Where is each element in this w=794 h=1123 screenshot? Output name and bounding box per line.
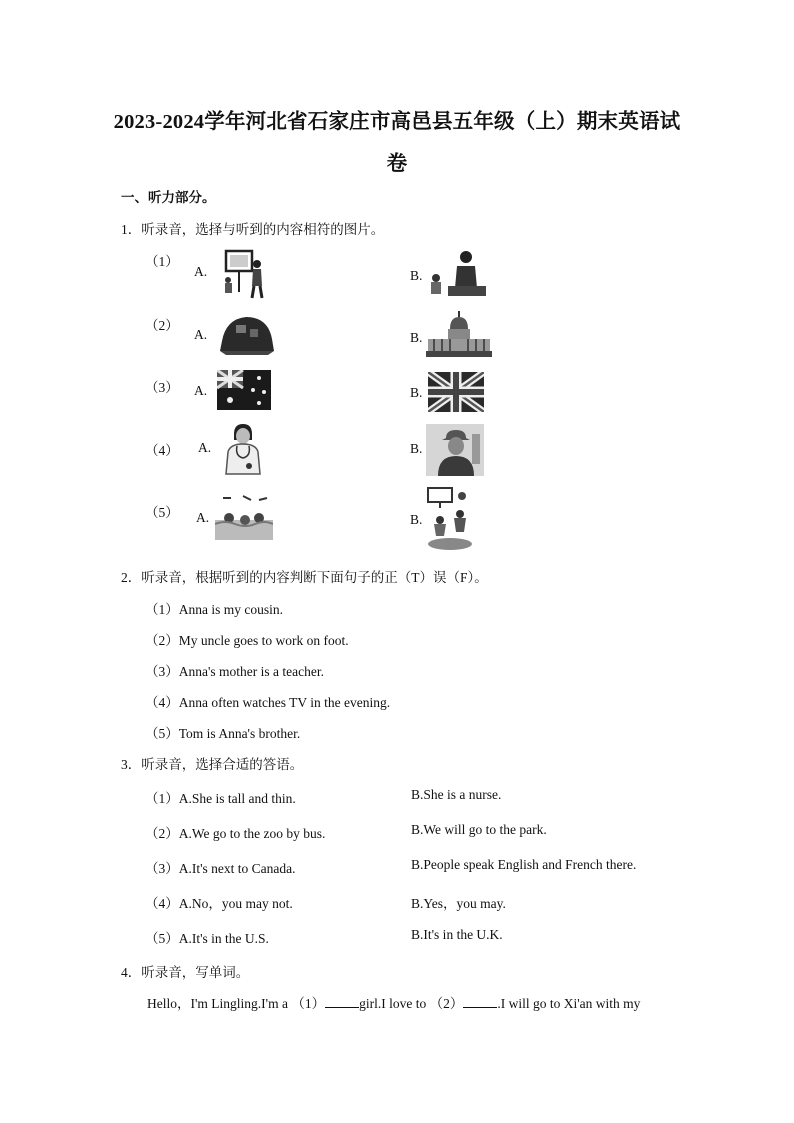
statement-item: （1）Anna is my cousin. [145,602,283,617]
answer-option-b: B.She is a nurse. [411,787,502,802]
option-b-label: B. [410,512,423,527]
option-b-label: B. [410,330,423,345]
statement-item: （5）Tom is Anna's brother. [145,726,301,741]
option-a-label: A. [198,440,212,455]
page-title-line1: 2023-2024学年河北省石家庄市高邑县五年级（上）期末英语试 [113,111,681,133]
capitol-building-icon [426,309,492,359]
answer-option-b: B.People speak English and French there. [411,857,637,872]
worker-at-desk-icon [426,248,488,300]
answer-blank-2[interactable] [463,995,497,1008]
row-number: （4） [145,443,179,458]
answer-blank-1[interactable] [325,995,359,1008]
option-b-label: B. [410,268,423,283]
worker-with-hat-icon [426,424,484,476]
kids-basketball-icon [422,486,478,552]
statement-item: （2）My uncle goes to work on foot. [145,633,349,648]
fill-in-sentence [147,992,640,1012]
row-number: （1） [145,254,179,269]
answer-option-a: （4）A.No，you may not. [145,896,293,911]
statement-item: （3）Anna's mother is a teacher. [145,664,325,679]
question-4-stem: 4．听录音，写单词。 [121,965,250,980]
option-a-label: A. [196,510,210,525]
sentence-part: .I will go to Xi'an with my [497,996,641,1011]
answer-option-a: （5）A.It's in the U.S. [145,931,269,946]
option-b-label: B. [410,385,423,400]
australia-flag-icon [217,370,271,410]
option-a-label: A. [194,383,208,398]
answer-option-a: （3）A.It's next to Canada. [145,861,296,876]
answer-option-a: （2）A.We go to the zoo by bus. [145,826,326,841]
page-title-line2: 卷 [386,153,408,175]
answer-option-b: B.We will go to the park. [411,822,547,837]
doctor-icon [222,422,264,476]
answer-option-a: （1）A.She is tall and thin. [145,791,296,806]
row-number: （2） [145,318,179,333]
question-3-stem: 3．听录音，选择合适的答语。 [121,757,304,772]
answer-option-b: B.Yes，you may. [411,896,506,911]
uk-flag-icon [428,372,484,412]
question-2-stem: 2．听录音，根据听到的内容判断下面句子的正（T）误（F）。 [121,570,488,585]
row-number: （5） [145,505,179,520]
option-a-label: A. [194,327,208,342]
dark-building-icon [218,311,276,357]
question-1-stem: 1．听录音，选择与听到的内容相符的图片。 [121,222,385,237]
statement-item: （4）Anna often watches TV in the evening. [145,695,391,710]
teacher-at-board-icon [216,248,268,300]
option-a-label: A. [194,264,208,279]
sentence-part: girl.I love to （2） [359,996,464,1011]
section-heading: 一、听力部分。 [121,190,216,205]
sentence-part: Hello，I'm Lingling.I'm a （1） [147,996,326,1011]
people-in-water-icon [215,494,273,540]
row-number: （3） [145,380,179,395]
option-b-label: B. [410,441,423,456]
answer-option-b: B.It's in the U.K. [411,927,503,942]
